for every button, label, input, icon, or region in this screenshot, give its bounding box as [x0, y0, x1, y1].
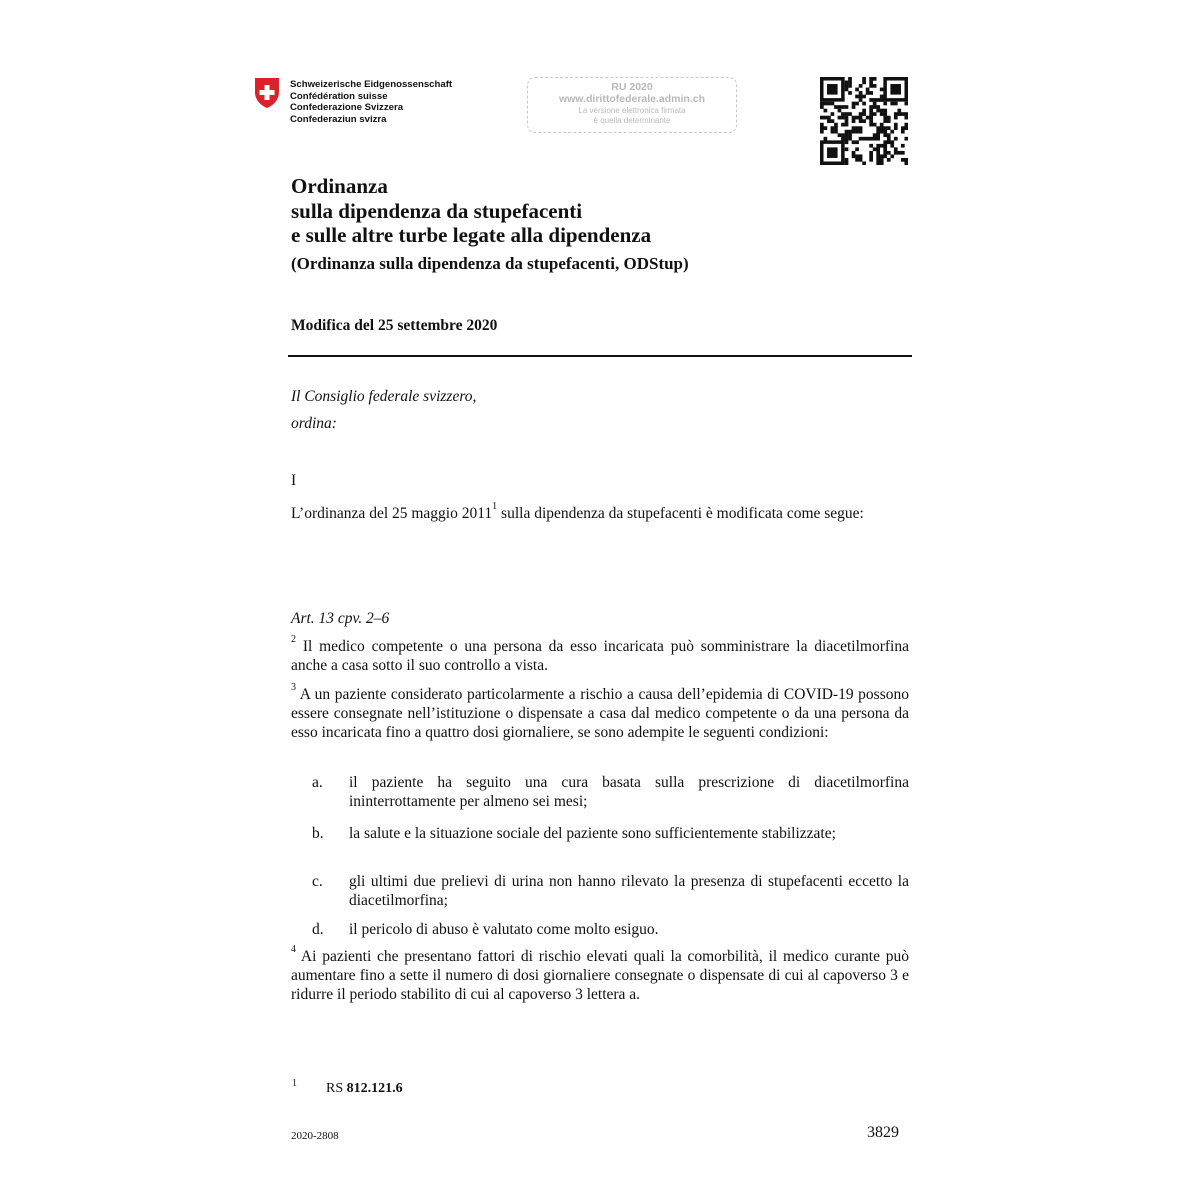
issuing-authority: Il Consiglio federale svizzero, — [291, 388, 477, 405]
letter-text: gli ultimi due prelievi di urina non hanno rilevato la presenza di stupefacenti eccetto la diacetilmorfina; — [349, 873, 909, 909]
intro-text-after: sulla dipendenza da stupefacenti è modificata come segue: — [497, 505, 864, 522]
qr-code-icon — [820, 77, 908, 165]
footnote-ref[interactable]: 1 — [492, 501, 498, 512]
confederation-de: Schweizerische Eidgenossenschaft — [290, 79, 453, 90]
intro-paragraph — [291, 501, 909, 523]
confederation-fr: Confédération suisse — [290, 90, 388, 102]
ordinance-abbreviation: (Ordinanza sulla dipendenza da stupefacenti, ODStup) — [291, 254, 689, 273]
letter-label: d. — [312, 921, 324, 938]
article-heading: Art. 13 cpv. 2–6 — [291, 610, 390, 627]
amendment-date: Modifica del 25 settembre 2020 — [291, 317, 498, 334]
confederation-rm: Confederaziun svizra — [290, 113, 387, 125]
stamp-ru: RU 2020 — [611, 81, 653, 93]
section-number: I — [291, 472, 297, 489]
footnote-text — [326, 1080, 403, 1098]
letter-label: c. — [312, 873, 323, 890]
letter-label: b. — [312, 825, 324, 842]
paragraph-number: 3 — [291, 682, 296, 693]
stamp-note-2: è quella determinante — [593, 116, 671, 125]
paragraph-2 — [291, 634, 909, 675]
letter-label: a. — [312, 774, 323, 791]
ordina-clause: ordina: — [291, 415, 337, 432]
paragraph-text: Il medico competente o una persona da esso incaricata può somministrare la diacetilmorfina anche a casa sotto il suo controllo a vista. — [291, 638, 909, 674]
title-line-3: e sulle altre turbe legate alla dipendenza — [291, 223, 652, 247]
confederation-names — [290, 79, 452, 125]
footnote-number: 1 — [292, 1078, 297, 1089]
footnote-prefix: RS — [326, 1081, 347, 1096]
title-divider — [288, 355, 912, 357]
swiss-crest-icon — [253, 77, 281, 109]
letter-text: il paziente ha seguito una cura basata sulla prescrizione di diacetilmorfina ininterrottamente per almeno sei mesi; — [349, 774, 909, 810]
paragraph-number: 2 — [291, 634, 296, 645]
document-number: 2020-2808 — [291, 1130, 339, 1142]
paragraph-text: Ai pazienti che presentano fattori di rischio elevati quali la comorbilità, il medico curante può aumentare fino a sette il numero di dosi giornaliere consegnate o dispensate di cui al capoverso 3 e ridurre il periodo stabilito di cui al capoverso 3 lettera a. — [291, 948, 909, 1003]
title-line-2: sulla dipendenza da stupefacenti — [291, 198, 583, 223]
stamp-url[interactable]: www.dirittofederale.admin.ch — [558, 93, 706, 105]
footnote-reference[interactable]: 812.121.6 — [346, 1081, 403, 1096]
letter-text: la salute e la situazione sociale del paziente sono sufficientemente stabilizzate; — [349, 825, 836, 842]
ordinance-title — [291, 174, 651, 248]
paragraph-text: A un paziente considerato particolarmente a rischio a causa dell’epidemia di COVID-19 possono essere consegnate nell’istituzione o dispensate a casa dal medico competente o da una persona da esso incaricata fino a quattro dosi giornaliere, se sono adempite le seguenti condizioni: — [291, 686, 909, 741]
confederation-it: Confederazione Svizzera — [290, 102, 404, 114]
publication-stamp — [527, 77, 737, 133]
title-line-1: Ordinanza — [291, 174, 388, 198]
letter-text: il pericolo di abuso è valutato come molto esiguo. — [349, 921, 659, 938]
intro-text-before: L’ordinanza del 25 maggio 2011 — [291, 505, 493, 522]
stamp-note-1: La versione elettronica firmata — [578, 106, 686, 115]
paragraph-4 — [291, 944, 909, 1004]
paragraph-number: 4 — [291, 944, 296, 955]
paragraph-3 — [291, 682, 909, 742]
page-number: 3829 — [867, 1124, 899, 1141]
